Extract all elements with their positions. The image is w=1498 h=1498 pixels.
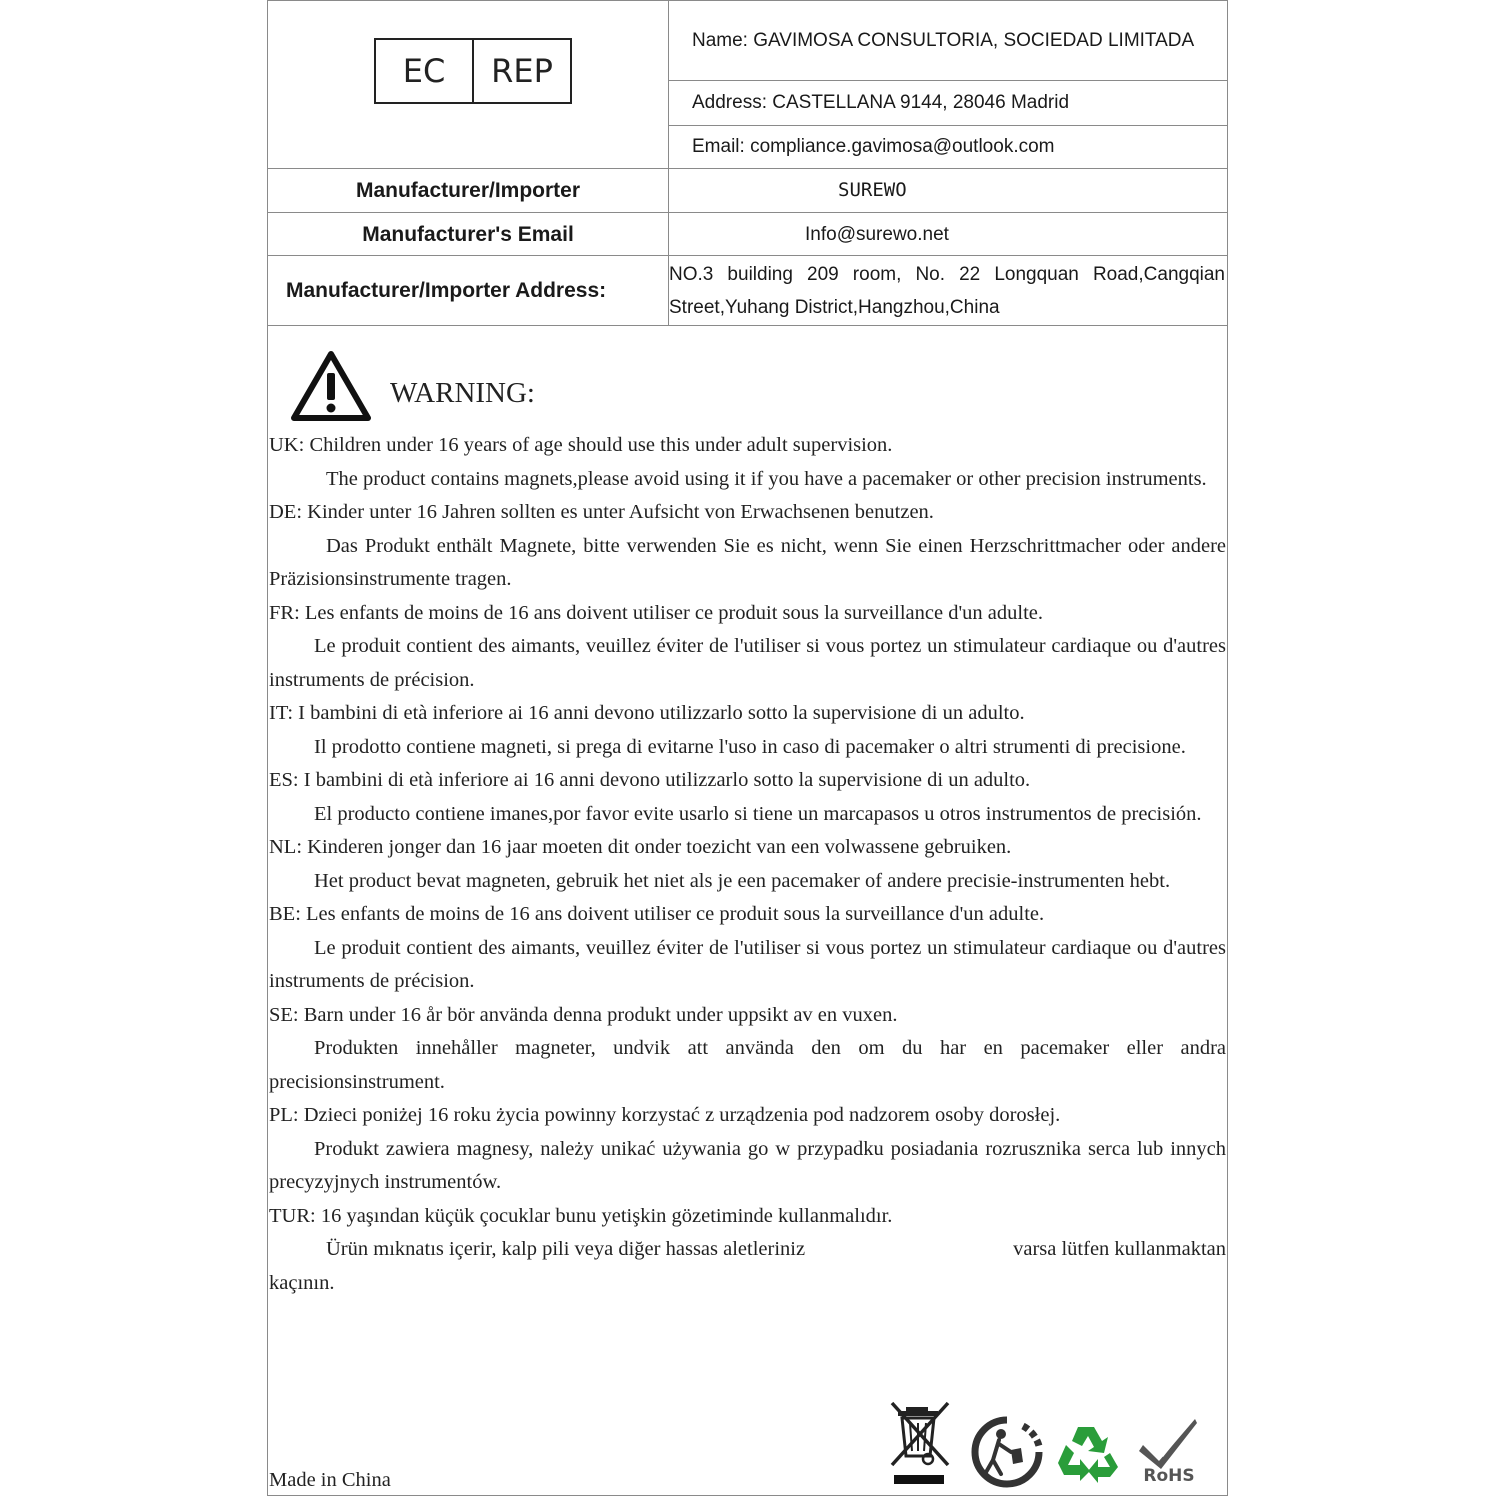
warning-line-2: El producto contiene imanes,por favor evite usarlo si tiene un marcapasos u otros instrumentos de precisión.	[314, 802, 1202, 825]
warning-triangle-icon	[290, 349, 372, 423]
rohs-icon	[1135, 1415, 1203, 1485]
warning-title: WARNING:	[390, 377, 535, 409]
warning-line-2: The product contains magnets,please avoid using it if you have a pacemaker or other precision instruments.	[326, 467, 1207, 490]
warning-entry	[269, 496, 1226, 597]
table-rule	[669, 125, 1227, 126]
warning-line-1: Kinder unter 16 Jahren sollten es unter Aufsicht von Erwachsenen benutzen.	[307, 501, 934, 523]
lang-code: IT:	[269, 702, 294, 724]
ec-rep-email: Email: compliance.gavimosa@outlook.com	[692, 136, 1055, 157]
made-in: Made in China	[269, 1469, 391, 1491]
ec-rep-name: Name: GAVIMOSA CONSULTORIA, SOCIEDAD LIMITADA	[692, 30, 1195, 51]
tidyman-icon	[971, 1416, 1043, 1488]
warning-line-2: Il prodotto contiene magneti, si prega di evitarne l'uso in caso di pacemaker o altri strumenti di precisione.	[314, 735, 1186, 758]
recycle-icon	[1054, 1419, 1122, 1487]
lang-code: SE:	[269, 1003, 299, 1026]
warning-entry	[269, 597, 1226, 698]
warning-entry	[269, 898, 1226, 999]
lang-code: DE:	[269, 501, 303, 523]
lang-code: PL:	[269, 1104, 299, 1126]
warning-line-1: Barn under 16 år bör använda denna produkt under uppsikt av en vuxen.	[303, 1003, 898, 1026]
table-rule	[268, 255, 1227, 256]
warning-entry	[269, 1099, 1226, 1200]
warning-line-2: Produkt zawiera magnesy, należy unikać używania go w przypadku posiadania rozrusznika serca lub innych precyzyjnych instrumentów.	[269, 1137, 1226, 1193]
manufacturer-value: SUREWO	[838, 179, 907, 201]
ec-rep-address: Address: CASTELLANA 9144, 28046 Madrid	[692, 92, 1070, 113]
manufacturer-label: Manufacturer/Importer	[355, 179, 581, 202]
lang-code: BE:	[269, 903, 301, 925]
warning-line-2b: varsa lütfen kullanmaktan	[1013, 1238, 1226, 1260]
lang-code: TUR:	[269, 1204, 316, 1227]
manufacturer-email-value: Info@surewo.net	[805, 224, 949, 245]
warning-entry-tur	[269, 1200, 1226, 1301]
table-rule	[268, 325, 1227, 326]
warning-line-2: Produkten innehåller magneter, undvik att använda den om du har en pacemaker eller andra precisionsinstrument.	[269, 1037, 1226, 1093]
label-sheet	[267, 0, 1228, 1496]
warning-line-1: I bambini di età inferiore ai 16 anni devono utilizzarlo sotto la supervisione di un adulto.	[303, 769, 1031, 791]
lang-code: FR:	[269, 601, 300, 624]
warning-entry	[269, 831, 1226, 898]
warning-line-1: 16 yaşından küçük çocuklar bunu yetişkin gözetiminde kullanmalıdır.	[320, 1204, 893, 1227]
ec-rep-right: REP	[491, 52, 553, 90]
warning-line-1: Les enfants de moins de 16 ans doivent utiliser ce produit sous la surveillance d'un adulte.	[304, 601, 1044, 624]
lang-code: ES:	[269, 769, 299, 791]
warning-entry	[269, 764, 1226, 831]
warning-line-2: Le produit contient des aimants, veuillez éviter de l'utiliser si vous portez un stimulateur cardiaque ou d'autres instruments de précision.	[269, 635, 1226, 691]
lang-code: NL:	[269, 836, 303, 858]
ec-rep-mark	[374, 38, 572, 104]
warning-entry	[269, 429, 1226, 496]
warning-line-2: Het product bevat magneten, gebruik het niet als je een pacemaker of andere precisie-instrumenten hebt.	[314, 869, 1171, 892]
warning-entry	[269, 999, 1226, 1100]
manufacturer-address-value: NO.3 building 209 room, No. 22 Longquan Road,Cangqian Street,Yuhang District,Hangzhou,China	[669, 264, 1225, 318]
table-rule	[669, 80, 1227, 81]
manufacturer-email-label: Manufacturer's Email	[362, 223, 574, 246]
warning-text	[269, 429, 1226, 1300]
warning-line-1: Dzieci poniżej 16 roku życia powinny korzystać z urządzenia pod nadzorem osoby dorosłej.	[303, 1104, 1061, 1126]
warning-line-2a: Ürün mıknatıs içerir, kalp pili veya diğer hassas aletleriniz	[326, 1238, 806, 1260]
warning-line-1: Children under 16 years of age should use this under adult supervision.	[309, 434, 893, 456]
ec-rep-left: EC	[376, 40, 474, 102]
rohs-label: RoHS	[1143, 1466, 1195, 1485]
table-rule	[268, 212, 1227, 213]
table-rule	[268, 168, 1227, 169]
warning-line-2: Das Produkt enthält Magnete, bitte verwenden Sie es nicht, wenn Sie einen Herzschrittmacher oder andere Präzisionsinstrumente tragen.	[269, 534, 1226, 590]
warning-line-1: Les enfants de moins de 16 ans doivent utiliser ce produit sous la surveillance d'un adulte.	[306, 903, 1045, 925]
info-table	[268, 1, 1227, 326]
lang-code: UK:	[269, 434, 305, 456]
warning-line-2: Le produit contient des aimants, veuillez éviter de l'utiliser si vous portez un stimulateur cardiaque ou d'autres instruments de précision.	[269, 936, 1226, 992]
warning-line-1: Kinderen jonger dan 16 jaar moeten dit onder toezicht van een volwassene gebruiken.	[307, 836, 1012, 858]
weee-bin-icon	[888, 1401, 952, 1489]
manufacturer-address-label: Manufacturer/Importer Address:	[286, 279, 607, 302]
warning-line-3: kaçının.	[269, 1271, 335, 1294]
warning-line-1: I bambini di età inferiore ai 16 anni devono utilizzarlo sotto la supervisione di un adulto.	[298, 702, 1025, 724]
warning-entry	[269, 697, 1226, 764]
